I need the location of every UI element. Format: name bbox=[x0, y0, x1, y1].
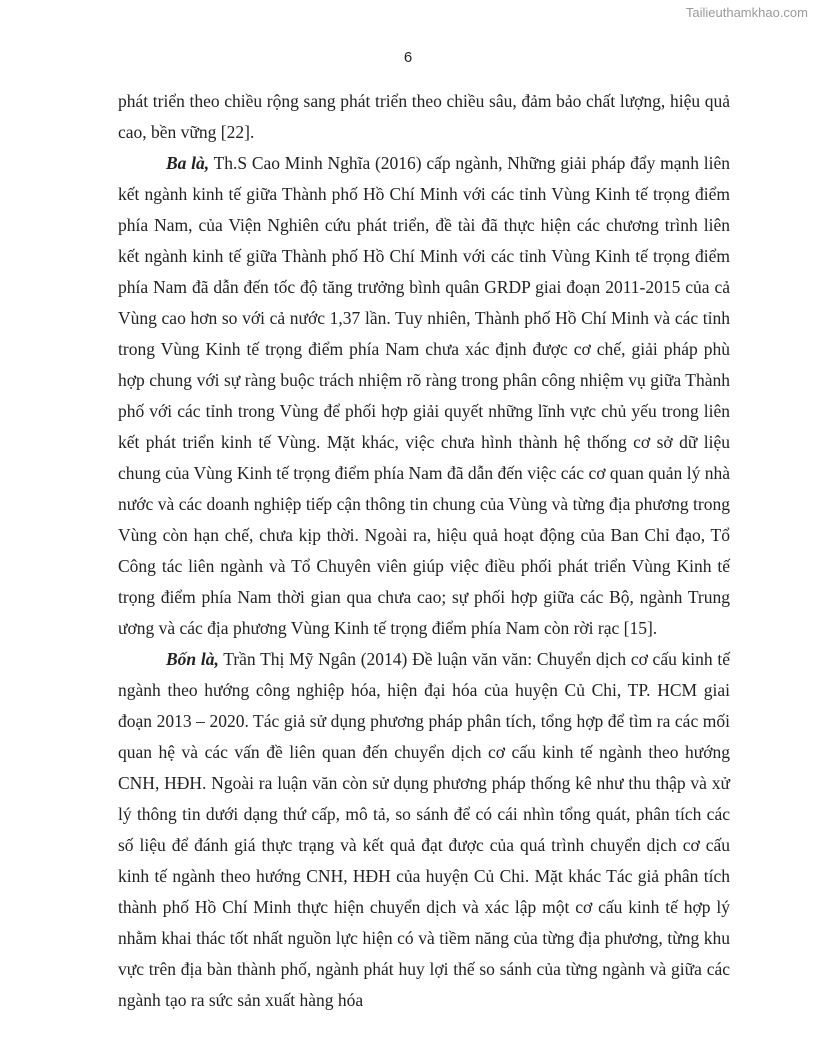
paragraph-text: phát triển theo chiều rộng sang phát triển theo chiều sâu, đảm bảo chất lượng, hiệu quả cao, bền vững [22]. bbox=[118, 91, 730, 142]
paragraph-text: Trần Thị Mỹ Ngân (2014) Đề luận văn văn: Chuyển dịch cơ cấu kinh tế ngành theo hướng công nghiệp hóa, hiện đại hóa của huyện Củ Chi, TP. HCM giai đoạn 2013 – 2020. Tác giả sử dụng phương pháp phân tích, tổng hợp để tìm ra các mối quan hệ và các vấn đề liên quan đến chuyển dịch cơ cấu kinh tế ngành theo hướng CNH, HĐH. Ngoài ra luận văn còn sử dụng phương pháp thống kê như thu thập và xử lý thông tin dưới dạng thứ cấp, mô tả, so sánh để có cái nhìn tổng quát, phân tích các số liệu để đánh giá thực trạng và kết quả đạt được của quá trình chuyển dịch cơ cấu kinh tế ngành theo hướng CNH, HĐH của huyện Củ Chi. Mặt khác Tác giả phân tích thành phố Hồ Chí Minh thực hiện chuyển dịch và xác lập một cơ cấu kinh tế hợp lý nhằm khai thác tốt nhất nguồn lực hiện có và tiềm năng của từng địa phương, từng khu vực trên địa bàn thành phố, ngành phát huy lợi thế so sánh của từng ngành và giữa các ngành tạo ra sức sản xuất hàng hóa bbox=[118, 649, 730, 1010]
document-body bbox=[118, 86, 730, 1016]
paragraph-bon-la bbox=[118, 644, 730, 1016]
paragraph-text: Th.S Cao Minh Nghĩa (2016) cấp ngành, Những giải pháp đẩy mạnh liên kết ngành kinh tế giữa Thành phố Hồ Chí Minh với các tỉnh Vùng Kinh tế trọng điểm phía Nam, của Viện Nghiên cứu phát triển, đề tài đã thực hiện các chương trình liên kết ngành kinh tế giữa Thành phố Hồ Chí Minh với các tỉnh Vùng Kinh tế trọng điểm phía Nam đã dẫn đến tốc độ tăng trưởng bình quân GRDP giai đoạn 2011-2015 của cả Vùng cao hơn so với cả nước 1,37 lần. Tuy nhiên, Thành phố Hồ Chí Minh và các tỉnh trong Vùng Kinh tế trọng điểm phía Nam chưa xác định được cơ chế, giải pháp phù hợp chung với sự ràng buộc trách nhiệm rõ ràng trong phân công nhiệm vụ giữa Thành phố với các tỉnh trong Vùng để phối hợp giải quyết những lĩnh vực chủ yếu trong liên kết phát triển kinh tế Vùng. Mặt khác, việc chưa hình thành hệ thống cơ sở dữ liệu chung của Vùng Kinh tế trọng điểm phía Nam đã dẫn đến việc các cơ quan quản lý nhà nước và các doanh nghiệp tiếp cận thông tin chung của Vùng và từng địa phương trong Vùng còn hạn chế, chưa kịp thời. Ngoài ra, hiệu quả hoạt động của Ban Chỉ đạo, Tổ Công tác liên ngành và Tổ Chuyên viên giúp việc điều phối phát triển Vùng Kinh tế trọng điểm phía Nam thời gian qua chưa cao; sự phối hợp giữa các Bộ, ngành Trung ương và các địa phương Vùng Kinh tế trọng điểm phía Nam còn rời rạc [15]. bbox=[118, 153, 730, 638]
paragraph-ba-la bbox=[118, 148, 730, 644]
page-number: 6 bbox=[403, 49, 413, 66]
watermark: Tailieuthamkhao.com bbox=[685, 5, 808, 20]
paragraph-continuation bbox=[118, 86, 730, 148]
paragraph-lead: Ba là, bbox=[166, 153, 210, 173]
paragraph-lead: Bốn là, bbox=[166, 649, 219, 669]
